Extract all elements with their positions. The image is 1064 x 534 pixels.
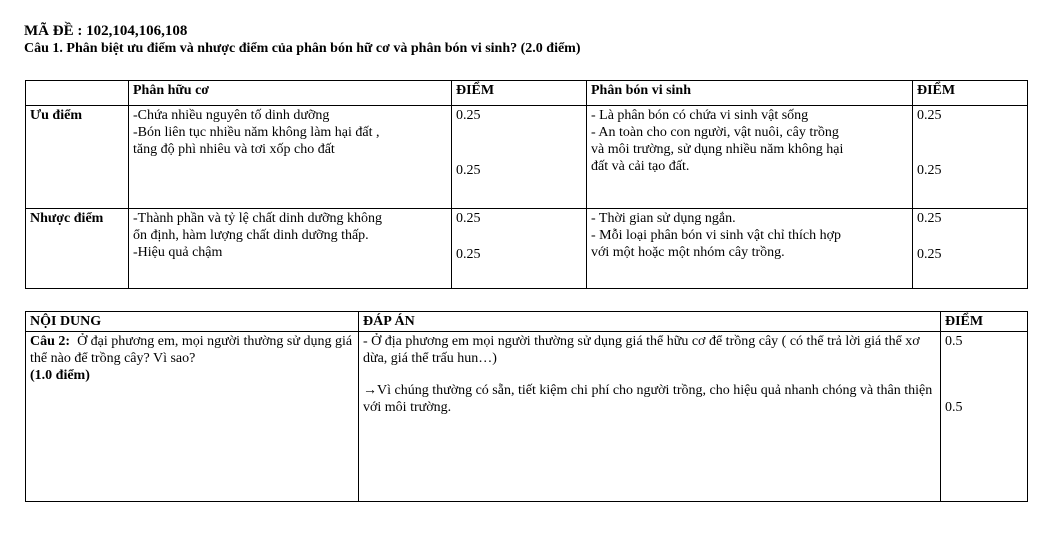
organic-advantages	[129, 106, 452, 209]
score-value: 0.25	[456, 108, 481, 123]
score-value: 0.25	[917, 108, 942, 123]
answer-scores	[941, 332, 1028, 502]
organic-dis-line-3: -Hiệu quả chậm	[133, 245, 223, 260]
score-value: 0.25	[456, 211, 481, 226]
answer-table	[25, 311, 1028, 502]
score-value: 0.5	[945, 334, 963, 349]
question-2-points: (1.0 điểm)	[30, 368, 90, 383]
organic-dis-scores	[452, 209, 587, 289]
question-1-title: Câu 1. Phân biệt ưu điểm và nhược điểm của phân bón hữ cơ và phân bón vi sinh? (2.0 điểm)	[24, 41, 581, 56]
table-row-question-2	[26, 332, 1028, 502]
micro-adv-line-2: - An toàn cho con người, vật nuôi, cây trồng	[591, 125, 839, 140]
header-organic: Phân hữu cơ	[129, 81, 452, 106]
header-content: NỘI DUNG	[26, 312, 359, 332]
table-row-disadvantages	[26, 209, 1028, 289]
micro-dis-scores	[913, 209, 1028, 289]
header-answer: ĐÁP ÁN	[359, 312, 941, 332]
micro-adv-line-1: - Là phân bón có chứa vi sinh vật sống	[591, 108, 809, 123]
organic-adv-line-3: tăng độ phì nhiêu và tơi xốp cho đất	[133, 142, 335, 157]
header-cell-empty	[26, 81, 129, 106]
score-value: 0.25	[456, 247, 481, 262]
organic-disadvantages	[129, 209, 452, 289]
micro-adv-line-3: và môi trường, sử dụng nhiều năm không hại	[591, 142, 844, 157]
exam-code: MÃ ĐỀ : 102,104,106,108	[24, 23, 188, 39]
answer-part-2: →Vì chúng thường có sẵn, tiết kiệm chi phí cho người trồng, cho hiệu quả nhanh chóng và thân thiện với môi trường.	[363, 383, 933, 415]
micro-adv-line-4: đất và cải tạo đất.	[591, 159, 690, 174]
comparison-table	[25, 80, 1028, 289]
answer-part-1: - Ở địa phương em mọi người thường sử dụng giá thể hữu cơ để trồng cây ( có thể trả lời giá thể xơ dừa, giá thể trấu hun…)	[363, 334, 920, 366]
header-score-organic: ĐIỂM	[452, 81, 587, 106]
micro-advantages	[587, 106, 913, 209]
question-2-cell	[26, 332, 359, 502]
header-score-micro: ĐIỂM	[913, 81, 1028, 106]
table-header-row	[26, 312, 1028, 332]
micro-adv-scores	[913, 106, 1028, 209]
organic-adv-line-1: -Chứa nhiều nguyên tố dinh dưỡng	[133, 108, 330, 123]
header-micro: Phân bón vi sinh	[587, 81, 913, 106]
question-2-text: Ở đại phương em, mọi người thường sử dụng giá thể nào để trồng cây? Vì sao?	[30, 334, 353, 366]
score-value: 0.25	[456, 163, 481, 178]
header-score: ĐIỂM	[941, 312, 1028, 332]
table-header-row	[26, 81, 1028, 106]
micro-dis-line-1: - Thời gian sử dụng ngắn.	[591, 211, 736, 226]
header	[24, 22, 581, 58]
organic-dis-line-2: ổn định, hàm lượng chất dinh dưỡng thấp.	[133, 228, 369, 243]
score-value: 0.5	[945, 400, 963, 415]
organic-adv-scores	[452, 106, 587, 209]
score-value: 0.25	[917, 163, 942, 178]
answer-cell	[359, 332, 941, 502]
organic-adv-line-2: -Bón liên tục nhiều năm không làm hại đất ,	[133, 125, 380, 140]
micro-disadvantages	[587, 209, 913, 289]
score-value: 0.25	[917, 211, 942, 226]
table-row-advantages	[26, 106, 1028, 209]
micro-dis-line-3: với một hoặc một nhóm cây trồng.	[591, 245, 785, 260]
micro-dis-line-2: - Mỗi loại phân bón vi sinh vật chỉ thích hợp	[591, 228, 842, 243]
row-label-disadvantages: Nhược điểm	[26, 209, 129, 289]
organic-dis-line-1: -Thành phần và tỷ lệ chất dinh dưỡng không	[133, 211, 383, 226]
score-value: 0.25	[917, 247, 942, 262]
row-label-advantages: Ưu điểm	[26, 106, 129, 209]
question-2-label: Câu 2:	[30, 334, 71, 349]
